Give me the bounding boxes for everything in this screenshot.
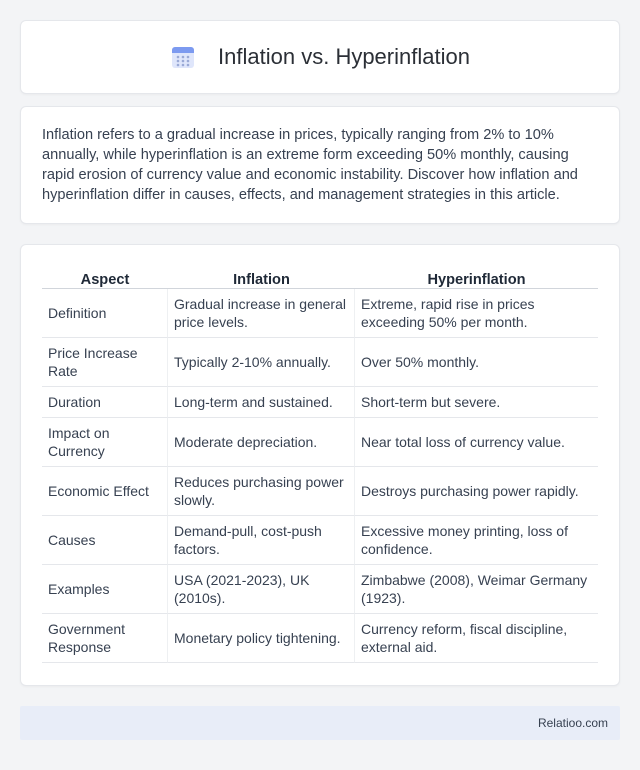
row-inflation: Gradual increase in general price levels. xyxy=(168,289,355,338)
footer-bar xyxy=(20,706,620,740)
page-title: Inflation vs. Hyperinflation xyxy=(218,44,470,69)
row-aspect: Causes xyxy=(42,516,168,565)
row-hyperinflation: Zimbabwe (2008), Weimar Germany (1923). xyxy=(355,565,598,614)
row-inflation: Typically 2-10% annually. xyxy=(168,338,355,387)
row-aspect: Price Increase Rate xyxy=(42,338,168,387)
table-row xyxy=(42,565,598,614)
row-hyperinflation: Short-term but severe. xyxy=(355,387,598,418)
row-inflation: Reduces purchasing power slowly. xyxy=(168,467,355,516)
row-hyperinflation: Near total loss of currency value. xyxy=(355,418,598,467)
row-inflation: Monetary policy tightening. xyxy=(168,614,355,663)
table-row xyxy=(42,516,598,565)
row-aspect: Economic Effect xyxy=(42,467,168,516)
table-row xyxy=(42,289,598,338)
table-row xyxy=(42,387,598,418)
row-inflation: Moderate depreciation. xyxy=(168,418,355,467)
header-aspect: Aspect xyxy=(42,267,168,289)
row-hyperinflation: Extreme, rapid rise in prices exceeding 50% per month. xyxy=(355,289,598,338)
row-hyperinflation: Currency reform, fiscal discipline, external aid. xyxy=(355,614,598,663)
title-row xyxy=(170,44,470,70)
table-header-row xyxy=(42,267,598,289)
title-card xyxy=(20,20,620,94)
table-row xyxy=(42,418,598,467)
row-aspect: Definition xyxy=(42,289,168,338)
row-aspect: Impact on Currency xyxy=(42,418,168,467)
table-row xyxy=(42,338,598,387)
intro-card xyxy=(20,106,620,224)
row-hyperinflation: Destroys purchasing power rapidly. xyxy=(355,467,598,516)
row-hyperinflation: Excessive money printing, loss of confidence. xyxy=(355,516,598,565)
comparison-table xyxy=(42,267,598,663)
table-row xyxy=(42,467,598,516)
row-inflation: USA (2021-2023), UK (2010s). xyxy=(168,565,355,614)
table-row xyxy=(42,614,598,663)
comparison-card xyxy=(20,244,620,686)
row-aspect: Duration xyxy=(42,387,168,418)
intro-paragraph: Inflation refers to a gradual increase in prices, typically ranging from 2% to 10% annually, while hyperinflation is an extreme form exceeding 50% monthly, causing rapid erosion of currency value and economic instability. Discover how inflation and hyperinflation differ in causes, effects, and management strategies in this article. xyxy=(42,127,578,203)
footer-brand: Relatioo.com xyxy=(537,716,608,730)
calendar-icon xyxy=(170,44,196,70)
row-aspect: Examples xyxy=(42,565,168,614)
row-hyperinflation: Over 50% monthly. xyxy=(355,338,598,387)
row-aspect: Government Response xyxy=(42,614,168,663)
row-inflation: Demand-pull, cost-push factors. xyxy=(168,516,355,565)
row-inflation: Long-term and sustained. xyxy=(168,387,355,418)
header-inflation: Inflation xyxy=(168,267,355,289)
header-hyperinflation: Hyperinflation xyxy=(355,267,598,289)
